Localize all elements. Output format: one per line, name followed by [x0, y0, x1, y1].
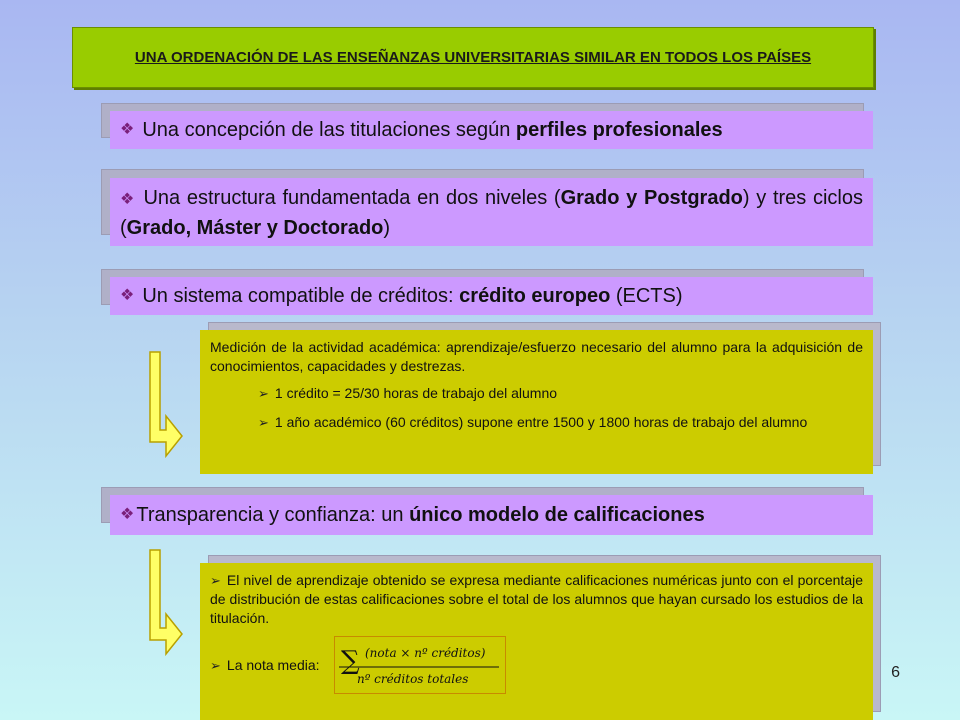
average-label: La nota media: [226, 656, 320, 673]
ects-box [200, 330, 873, 474]
slide-title-text: UNA ORDENACIÓN DE LAS ENSEÑANZAS UNIVERSITARIAS SIMILAR EN TODOS LOS PAÍSES [134, 49, 812, 66]
grades-box [200, 563, 873, 720]
arrow-bullet-icon: ➢ [258, 386, 269, 401]
point-3-bar [110, 277, 873, 315]
bent-arrow-icon [140, 350, 184, 460]
diamond-bullet-icon: ❖ [120, 287, 135, 304]
point-4-text: Transparencia y confianza: un único modelo de calificaciones [136, 504, 705, 526]
formula-numerator: (nota × nº créditos) [364, 646, 485, 660]
slide-title [72, 27, 874, 88]
arrow-bullet-icon: ➢ [258, 415, 269, 430]
point-1-bar [110, 111, 873, 149]
point-3-text: Un sistema compatible de créditos: crédito europeo (ECTS) [142, 285, 683, 307]
arrow-bullet-icon: ➢ [210, 657, 221, 673]
diamond-bullet-icon: ❖ [120, 191, 136, 208]
point-2-bar [110, 178, 873, 246]
bent-arrow-icon [140, 548, 184, 658]
diamond-bullet-icon: ❖ [120, 121, 135, 138]
average-formula [334, 636, 506, 694]
point-4-bar [110, 495, 873, 535]
point-1-text: Una concepción de las titulaciones según perfiles profesionales [142, 119, 723, 141]
sigma-symbol: ∑ [340, 646, 360, 676]
diamond-bullet-icon: ❖ [120, 506, 135, 523]
ects-item: ➢ 1 año académico (60 créditos) supone entre 1500 y 1800 horas de trabajo del alumno [258, 414, 808, 430]
ects-item: ➢ 1 crédito = 25/30 horas de trabajo del alumno [258, 385, 558, 401]
point-2-text: Una estructura fundamentada en dos niveles (Grado y Postgrado) y tres ciclos (Grado, Máster y Doctorado) [120, 187, 863, 239]
average-row [210, 636, 863, 694]
ects-description: Medición de la actividad académica: aprendizaje/esfuerzo necesario del alumno para la adquisición de conocimientos, capacidades y destrezas. [210, 339, 863, 374]
page-number: 6 [891, 664, 900, 681]
grades-description: ➢ El nivel de aprendizaje obtenido se expresa mediante calificaciones numéricas junto con el porcentaje de distribución de estas calificaciones sobre el total de los alumnos que hayan cursado los estudios de la titulación. [210, 572, 863, 626]
arrow-bullet-icon: ➢ [210, 573, 221, 588]
formula-denominator: nº créditos totales [356, 672, 468, 686]
